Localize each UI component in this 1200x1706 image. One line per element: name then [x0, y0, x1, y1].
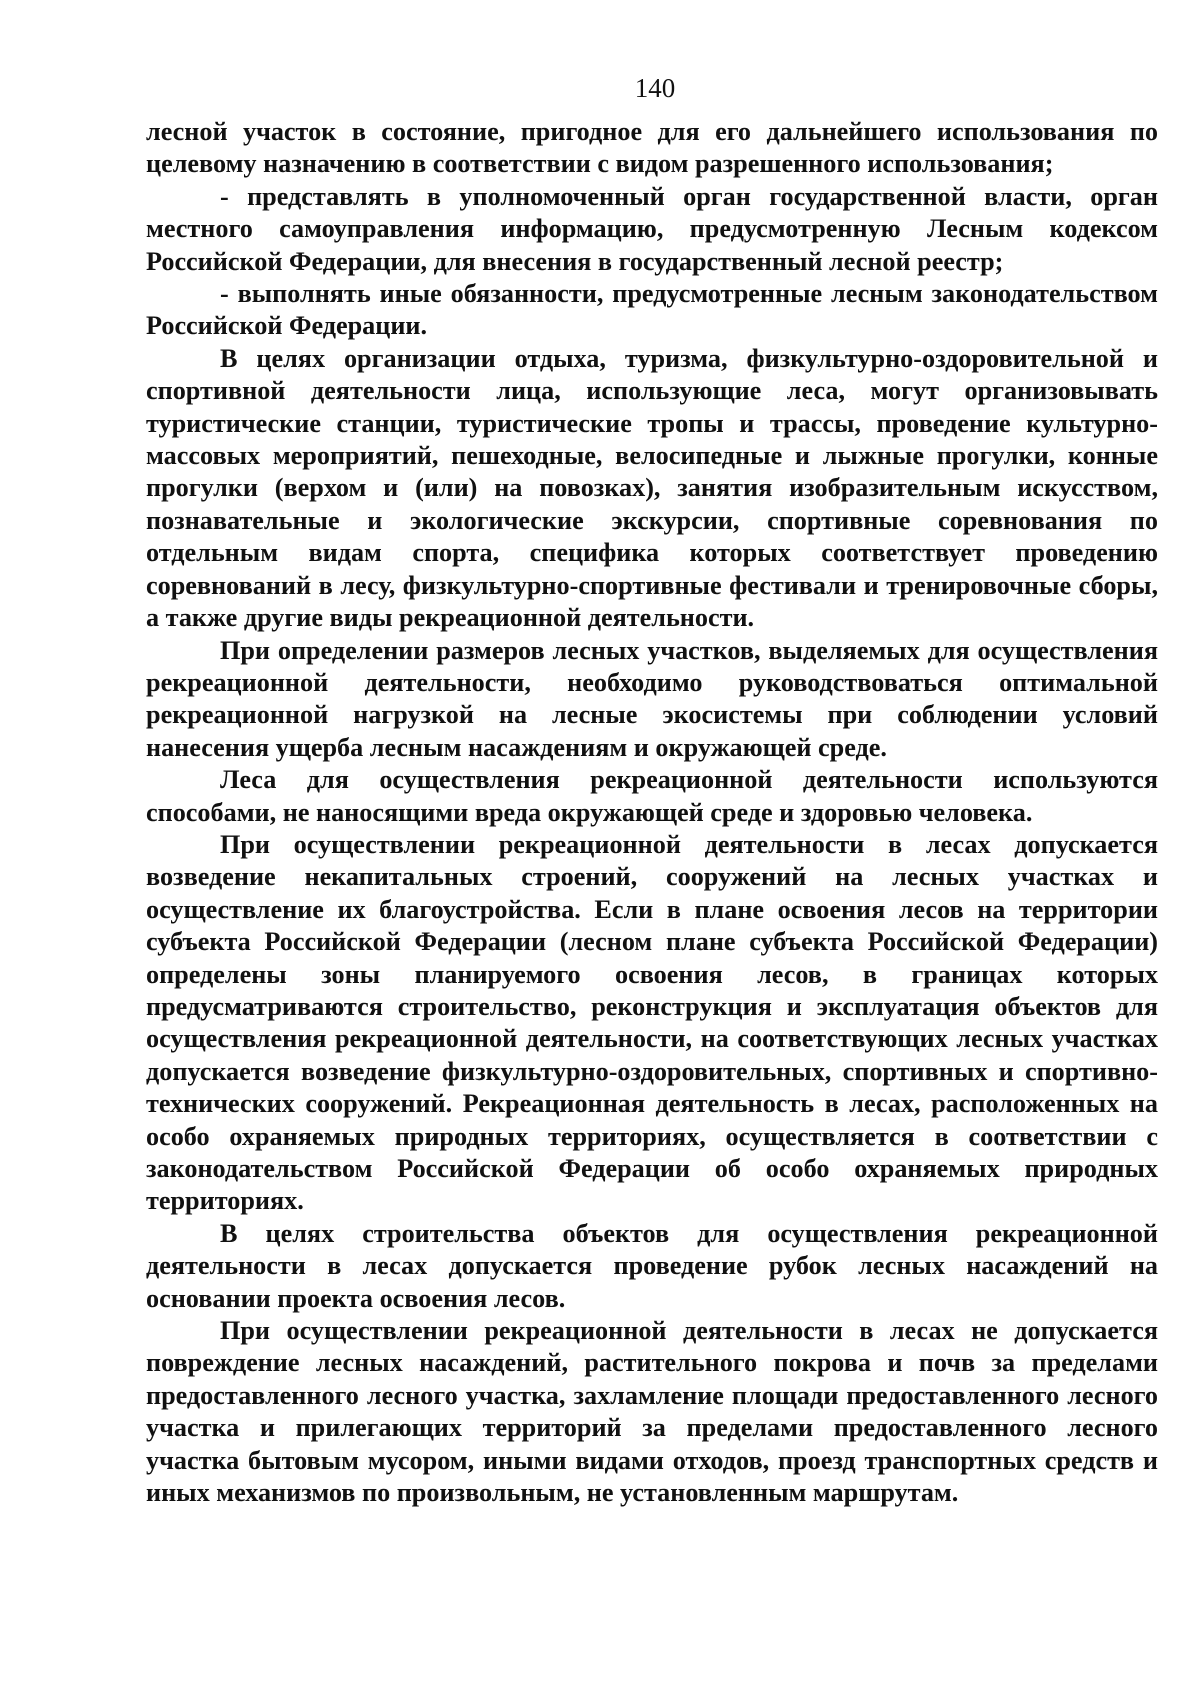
paragraph-prohibitions: При осуществлении рекреационной деятельности в лесах не допускается повреждение лесных насаждений, растительного покрова и почв за пределами предоставленного лесного участка, захламление площади предоставленного лесного участка и прилегающих территорий за пределами предоставленного лесного участка бытовым мусором, иными видами отходов, проезд транспортных средств и иных механизмов по произвольным, не установленным маршрутам. [146, 1316, 1158, 1508]
paragraph-usage-methods: Леса для осуществления рекреационной деятельности используются способами, не наносящими вреда окружающей среде и здоровью человека. [146, 765, 1158, 827]
paragraph-plot-size: При определении размеров лесных участков, выделяемых для осуществления рекреационной деятельности, необходимо руководствоваться оптимальной рекреационной нагрузкой на лесные экосистемы при соблюдении условий нанесения ущерба лесным насаждениям и окружающей среде. [146, 635, 1158, 762]
paragraph-bullet-report: - представлять в уполномоченный орган государственной власти, орган местного самоуправления информацию, предусмотренную Лесным кодексом Российской Федерации, для внесения в государственный лесной реестр; [146, 181, 1158, 276]
paragraph-recreation-purposes: В целях организации отдыха, туризма, физкультурно-оздоровительной и спортивной деятельности лица, использующие леса, могут организовывать туристические станции, туристические тропы и трассы, проведение культурно-массовых мероприятий, пешеходные, велосипедные и лыжные прогулки, конные прогулки (верхом и (или) на повозках), занятия изобразительным искусством, познавательные и экологические экскурсии, спортивные соревнования по отдельным видам спорта, специфика которых соответствует проведению соревнований в лесу, физкультурно-спортивные фестивали и тренировочные сборы, а также другие виды рекреационной деятельности. [146, 343, 1158, 633]
paragraph-construction: При осуществлении рекреационной деятельности в лесах допускается возведение некапитальных строений, сооружений на лесных участках и осуществление их благоустройства. Если в плане освоения лесов на территории субъекта Российской Федерации (лесном плане субъекта Российской Федерации) определены зоны планируемого освоения лесов, в границах которых предусматриваются строительство, реконструкция и эксплуатация объектов для осуществления рекреационной деятельности, на соответствующих лесных участках допускается возведение физкультурно-оздоровительных, спортивных и спортивно-технических сооружений. Рекреационная деятельность в лесах, расположенных на особо охраняемых природных территориях, осуществляется в соответствии с законодательством Российской Федерации об особо охраняемых природных территориях. [146, 829, 1158, 1216]
page-number: 140 [634, 73, 676, 103]
document-body [146, 116, 1158, 1509]
paragraph-bullet-obligations: - выполнять иные обязанности, предусмотренные лесным законодательством Российской Федерации. [146, 279, 1158, 341]
paragraph-continuation: лесной участок в состояние, пригодное для его дальнейшего использования по целевому назначению в соответствии с видом разрешенного использования; [146, 117, 1158, 179]
paragraph-felling: В целях строительства объектов для осуществления рекреационной деятельности в лесах допускается проведение рубок лесных насаждений на основании проекта освоения лесов. [146, 1218, 1158, 1313]
